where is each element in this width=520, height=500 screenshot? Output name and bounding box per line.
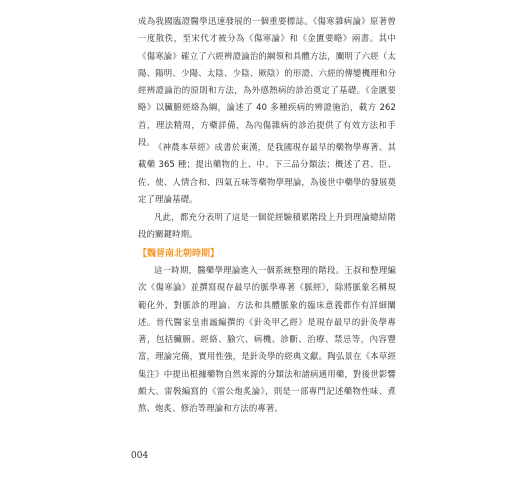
body-paragraph: 凡此，都充分表明了這是一個從經驗積累階段上升到理論總結階段的關鍵時期。 (138, 212, 396, 240)
page-number: 004 (131, 451, 149, 461)
paragraph-group-middle (138, 139, 396, 244)
paragraph-group-section (138, 262, 396, 418)
body-paragraph: 《神農本草經》成書於東漢，是我國現存最早的藥物學專著。其載藥 365 種；提出藥物的上、中、下三品分類法；概述了君、臣、佐、使、人情合和、四氣五味等藥物學理論，為後世中藥學的發展奠定了理論基礎。 (138, 142, 396, 204)
section-heading: 【魏晉南北朝時期】 (138, 249, 220, 259)
paragraph-group-top (138, 13, 396, 151)
body-paragraph: 這一時期，醫藥學理論進入一個系統整理的階段。王叔和整理編次《傷寒論》並撰寫現存最早的脈學專著《脈經》，除將脈象名稱規範化外，對脈診的理論、方法和具體脈象的臨床意義都作有詳細闡述。晉代醫家皇甫謐編撰的《針灸甲乙經》是現存最早的針灸學專著，包括臟腑、經絡、腧穴、病機、診斷、治療、禁忌等，內容豐富，理論完備，實用性強，是針灸學的經典文獻。陶弘景在《本草經集注》中提出根據藥物自然來源的分類法和諸病通用藥，對後世影響頗大。雷斅編寫的《雷公炮炙論》，則是一部專門記述藥物性味、煮熬、炮炙、修治等理論和方法的專著。 (138, 265, 396, 414)
body-paragraph: 成為我國臨證醫學迅速發展的一個重要標誌。《傷寒雜病論》原著曾一度散佚，至宋代才被分為《傷寒論》和《金匱要略》兩書。其中《傷寒論》確立了六經辨證論治的綱領和具體方法，闡明了六經（太陽、陽明、少陽、太陰、少陰、厥陰）的形證、六經的傳變機理和分經辨證論治的原則和方法，為外感熱病的診治奠定了基礎。《金匱要略》以臟腑經絡為綱，論述了 40 多種疾病的辨證施治，載方 262 首，理法精周，方藥詳備，為內傷雜病的診治提供了有效方法和手段。 (138, 16, 396, 148)
